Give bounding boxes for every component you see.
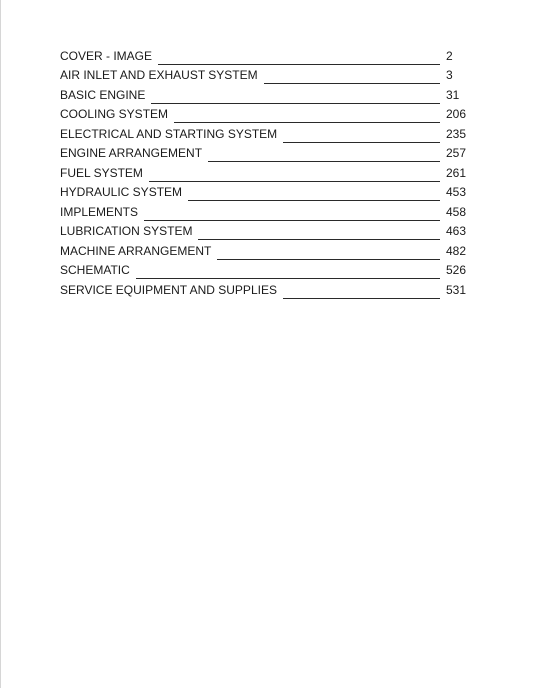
toc-entry-title: ELECTRICAL AND STARTING SYSTEM xyxy=(60,126,278,141)
toc-entry-page: 257 xyxy=(446,146,467,160)
toc-entry-schematic[interactable] xyxy=(60,261,472,281)
toc-entry-machine-arrangement[interactable] xyxy=(60,241,472,261)
toc-entry-page: 261 xyxy=(446,165,467,180)
toc-entry-title: AIR INLET AND EXHAUST SYSTEM xyxy=(60,68,258,82)
toc-entry-fuel-system[interactable] xyxy=(60,163,472,183)
toc-leader-line xyxy=(188,200,440,201)
toc-leader-line xyxy=(217,259,440,260)
toc-entry-title: BASIC ENGINE xyxy=(60,87,146,102)
toc-leader-line xyxy=(144,220,440,221)
toc-leader-line xyxy=(283,298,440,299)
toc-entry-basic-engine[interactable] xyxy=(60,85,472,105)
toc-entry-implements[interactable] xyxy=(60,202,472,222)
toc-entry-service-equipment[interactable] xyxy=(60,280,472,300)
toc-entry-cooling-system[interactable] xyxy=(60,105,472,125)
toc-entry-page: 2 xyxy=(446,48,453,63)
toc-leader-line xyxy=(149,181,440,182)
toc-entry-title: SCHEMATIC xyxy=(60,263,130,277)
toc-entry-title: MACHINE ARRANGEMENT xyxy=(60,243,212,258)
toc-entry-page: 458 xyxy=(446,204,467,219)
toc-entry-page: 206 xyxy=(446,107,467,121)
toc-leader-line xyxy=(174,122,440,123)
toc-entry-title: SERVICE EQUIPMENT AND SUPPLIES xyxy=(60,282,277,297)
toc-entry-cover-image[interactable] xyxy=(60,46,472,66)
toc-entry-page: 453 xyxy=(446,185,467,199)
table-of-contents xyxy=(60,46,472,300)
toc-leader-line xyxy=(136,278,440,279)
toc-leader-line xyxy=(208,161,440,162)
toc-entry-lubrication-system[interactable] xyxy=(60,222,472,242)
toc-entry-title: HYDRAULIC SYSTEM xyxy=(60,185,183,199)
toc-entry-engine-arrangement[interactable] xyxy=(60,144,472,164)
toc-leader-line xyxy=(158,64,440,65)
toc-entry-title: ENGINE ARRANGEMENT xyxy=(60,146,203,160)
toc-entry-page: 3 xyxy=(446,68,453,82)
toc-entry-page: 31 xyxy=(446,87,460,102)
toc-leader-line xyxy=(198,239,440,240)
toc-entry-electrical-starting[interactable] xyxy=(60,124,472,144)
toc-entry-page: 526 xyxy=(446,263,467,277)
toc-leader-line xyxy=(151,103,440,104)
toc-entry-title: IMPLEMENTS xyxy=(60,204,139,219)
toc-entry-title: LUBRICATION SYSTEM xyxy=(60,224,193,238)
toc-entry-page: 235 xyxy=(446,126,467,141)
toc-entry-page: 531 xyxy=(446,282,467,297)
toc-entry-title: FUEL SYSTEM xyxy=(60,165,143,180)
toc-entry-title: COVER - IMAGE xyxy=(60,48,153,63)
toc-leader-line xyxy=(283,142,440,143)
toc-entry-page: 482 xyxy=(446,243,467,258)
toc-entry-title: COOLING SYSTEM xyxy=(60,107,169,121)
toc-entry-hydraulic-system[interactable] xyxy=(60,183,472,203)
toc-entry-page: 463 xyxy=(446,224,467,238)
toc-entry-air-inlet-exhaust[interactable] xyxy=(60,66,472,86)
toc-leader-line xyxy=(264,83,440,84)
